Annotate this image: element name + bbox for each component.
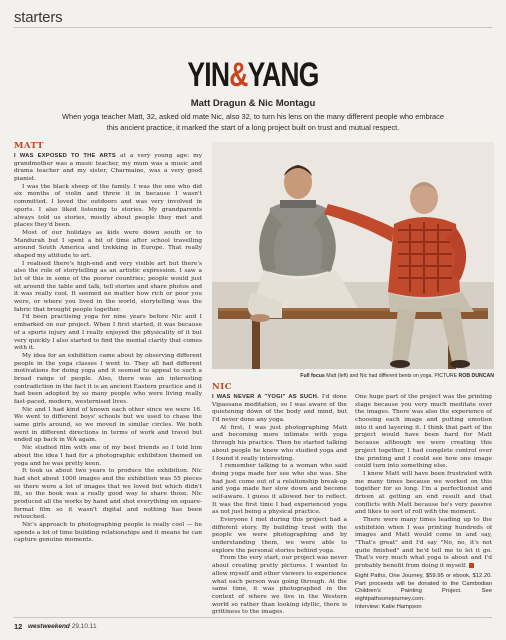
matt-paragraph: Nic studied film with one of my best friends so I told him about the idea I had for a photographic exhibition themed on yoga and he was pretty keen. [14,445,202,467]
book-info: Eight Paths, One Journey, $59.95 or ebook, $12.20. Part proceeds will be donated to the Cambodian Children's Painting Project. See eightpathsonejourney.com. [355,572,492,602]
credit-label: PICTURE [434,373,458,379]
page-number: 12 [14,622,23,631]
credit-name: ROB DUNCAN [458,373,494,379]
matt-paragraph [14,153,202,184]
nic-paragraph: One huge part of the project was the printing stage because you very much meditate over the images. There was also the experience of choosing each image and putting emotion into it and layering it. I think that part of the project would have been hard for Matt because although we were creating this project together, I had complete control over the printing and I could see how one image could turn into something else. [355,394,492,470]
title-yang: YANG [247,56,319,94]
matt-lead-in: I WAS EXPOSED TO THE ARTS [14,153,116,159]
interview-credit: Interview: Katie Hampson [355,603,422,610]
nic-paragraph [212,394,347,425]
nic-paragraph: I remember talking to a woman who said doing yoga made her see who she was. She had just come out of a relationship break-up and yoga made her slow down and become self-aware. I guess it allowed her to reflect. It was the first time I had experienced yoga as not just being a physical practice. [212,463,347,516]
portrait-photo [212,142,494,369]
footer-rule [14,617,492,618]
page-title [56,58,451,92]
magazine-name: westweekend [28,623,70,630]
matt-paragraph: I'd been practising yoga for nine years before Nic and I embarked on our project. When I first started, it was because of a sports injury and I really enjoyed the physicality of it but very quickly I also started to find the mental clarity that comes with it. [14,314,202,352]
portrait-illustration [212,142,494,369]
nic-column-1 [212,394,347,618]
nic-paragraph-text: I'd done Vipassana meditation, so I was aware of the quietening down of the body and mind, but I'd never done any yoga. [212,394,347,424]
nic-paragraph: I know Matt will have been frustrated with me many times because we worked on this together for so long. I'm a perfectionist and driven at getting an end result and that conflicts with Matt because he's very passive and likes to sort of roll with the moment. [355,470,492,516]
top-rule [14,27,492,28]
nic-paragraph: At first, I was just photographing Matt and becoming more intimate with yoga through his practice. Then he started talking about people he knew who studied yoga and I found it really interesting. [212,424,347,462]
standfirst: When yoga teacher Matt, 32, asked old mate Nic, also 32, to turn his lens on the many different people who embrace this ancient practice, it marked the start of a long project built on trust and mutual respect. [62,112,444,132]
title-ampersand: & [229,56,248,94]
nic-lead-in: I WAS NEVER A "YOGI" AS SUCH. [212,394,319,400]
matt-heading: MATT [14,141,44,151]
end-mark-icon [469,563,474,568]
issue-date: 29.10.11 [71,623,97,630]
photo-caption [300,373,494,379]
nic-column-2 [355,394,492,618]
matt-paragraph-text: at a very young age: my grandmother was a music teacher, my mum was a music and drama teacher and my sister, Charmaine, was a very good pianist. [14,153,202,183]
matt-paragraph: Nic and I had kind of known each other since we were 16. We went to different boys' schools but we used to chase the same girls around, so we moved in similar circles. We both went in different directions in terms of work and travel but ended up back in WA again. [14,406,202,444]
nic-paragraph [355,517,492,571]
matt-paragraph: Most of our holidays as kids were down south or to Mandurah but I spent a bit of time after school travelling around South America and trekking in Europe. That really shaped my attitude to art. [14,229,202,259]
section-label: starters [14,9,63,26]
matt-paragraph: It took us about two years to produce the exhibition. Nic had shot about 1000 images and the exhibition was 55 pieces so there were a lot of images that we loved but which didn't fit, so the book was a really good way to share those. Nic produced all the works by hand and shot everything on square-format film so it wasn't digital and nothing has been retouched. [14,468,202,521]
matt-paragraph: Nic's approach to photographing people is really cool — he spends a lot of time building relationships and it means he can capture genuine moments. [14,522,202,544]
byline: Matt Dragun & Nic Montagu [190,98,316,109]
title-yin: YIN [187,56,230,94]
matt-paragraph: I realised there's high-end and very visible art but there's also the role of storytelling as an artistic expression. I saw a lot of this in some of the poorer countries; people would just sit around the table and talk, tell stories and share photos and it was really cool. It seemed no matter how rich or poor you were, or where you lived in the world, storytelling was the fabric that brought people together. [14,260,202,313]
caption-text: Matt (left) and Nic had different bents on yoga. [326,373,433,379]
nic-paragraph-text: There were many times leading up to the exhibition when I was printing hundreds of images and Matt would come in and say, "That's great" and I'd say "No, no, it's not quite finished" and he'd tell me to let it go. That's very much what yoga is about and I'd probably benefit from doing it myself. [355,517,492,570]
matt-column [14,153,202,619]
nic-paragraph: Everyone I met during this project had a different story. By building trust with the people we were photographing and by understanding them, we were able to explore the personal stories behind yoga. [212,517,347,554]
footer-magazine [28,623,97,630]
nic-paragraph: From the very start, our project was never about creating pretty pictures. I wanted to allow myself and other viewers to experience what each person was going through. At the same time, it was photographed in the context of where we live in the Western world so rather than looking idyllic, there is grittiness to the images. [212,555,347,616]
matt-paragraph: My idea for an exhibition came about by observing different people in the yoga classes I went to. They all had different motivations for doing yoga and it seemed to appeal to such a broad range of people. Also, there was an interesting contradiction in the fact it is an ancient Eastern practice and it had been adopted by so many people who were living really fast-paced, modern, westernised lives. [14,352,202,405]
caption-bold: Full focus [300,373,325,379]
nic-heading: NIC [212,382,233,392]
matt-paragraph: I was the black sheep of the family. I was the one who did six months of violin and threw it in because I wasn't committed. I loved the outdoors and was very involved in sports. I also liked listening to stories. My grandparents always told us stories, mostly about people they met and places they'd been. [14,183,202,229]
